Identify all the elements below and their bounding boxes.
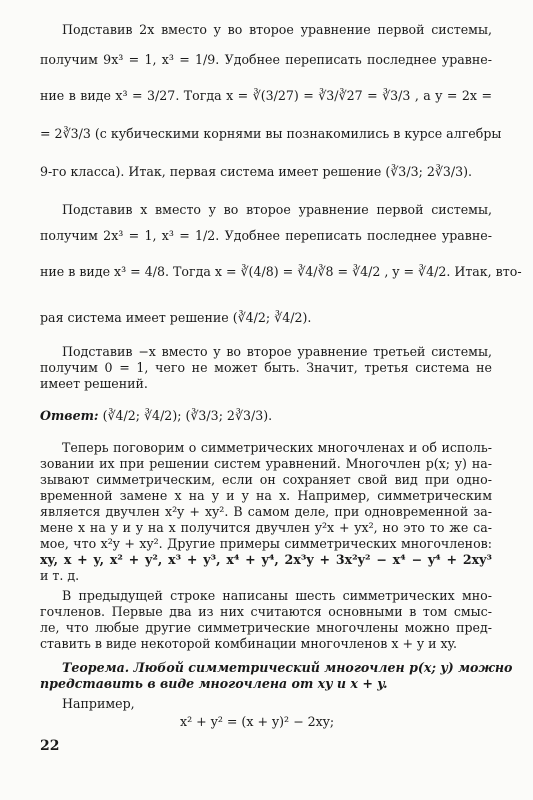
text-line: имеет решений. [40,376,148,391]
text-line: временной замене x на y и y на x. Например, симметрическим [40,488,492,503]
text-line: и т. д. [40,568,80,583]
text-line: ние в виде x³ = 4/8. Тогда x = ∛(4/8) = ∛4/∛8 = ∛4/2 , y = ∛4/2. Итак, вто- [40,264,522,279]
text-line: является двучлен x²y + xy². В самом деле, при одновременной за- [40,504,492,519]
text-line: гочленов. Первые два из них считаются основными в том смыс- [40,604,492,619]
text-line: зывают симметрическим, если он сохраняет свой вид при одно- [40,472,492,487]
text-line: мене x на y и y на x получится двучлен y²x + yx², но это то же са- [40,520,492,535]
text-line: Подставив x вместо y во второе уравнение первой системы, [62,202,492,217]
text-line: Теперь поговорим о симметрических многочленах и об исполь- [62,440,492,455]
text-line: ставить в виде некоторой комбинации многочленов x + y и xy. [40,636,458,651]
answer-label: Ответ: [40,408,99,423]
text-line: ние в виде x³ = 3/27. Тогда x = ∛(3/27) = ∛3/∛27 = ∛3/3 , а y = 2x = [40,88,492,103]
text-line: Например, [62,696,135,711]
theorem-line [62,660,513,676]
page-number: 22 [40,738,60,754]
answer-text: (∛4/2; ∛4/2); (∛3/3; 2∛3/3). [102,408,273,423]
text-line: Подставив −x вместо y во второе уравнение третьей системы, [62,344,492,359]
text-line: мое, что x²y + xy². Другие примеры симметрических многочленов: [40,536,492,551]
text-line: 9-го класса). Итак, первая система имеет решение (∛3/3; 2∛3/3). [40,164,473,179]
text-line: рая система имеет решение (∛4/2; ∛4/2). [40,310,312,325]
text-line: = 2∛3/3 (с кубическими корнями вы познакомились в курсе алгебры [40,126,502,141]
theorem-text: представить в виде многочлена от xy и x + y. [40,676,388,691]
theorem-line [40,676,492,692]
text-line: В предыдущей строке написаны шесть симметрических мно- [62,588,492,603]
text-line: ле, что любые другие симметрические многочлены можно пред- [40,620,492,635]
theorem-text: Теорема. Любой симметрический многочлен p(x; y) можно [62,660,513,675]
text-line: зовании их при решении систем уравнений. Многочлен p(x; y) на- [40,456,492,471]
answer-line [40,408,492,424]
text-line: Подставив 2x вместо y во второе уравнение первой системы, [62,22,492,37]
text-line: xy, x + y, x² + y², x³ + y³, x⁴ + y⁴, 2x³y + 3x²y² − x⁴ − y⁴ + 2xy³ [40,552,492,567]
text-line: получим 0 = 1, чего не может быть. Значит, третья система не [40,360,492,375]
text-line: получим 9x³ = 1, x³ = 1/9. Удобнее переписать последнее уравне- [40,52,492,67]
formula: x² + y² = (x + y)² − 2xy; [180,714,335,729]
text-line: получим 2x³ = 1, x³ = 1/2. Удобнее переписать последнее уравне- [40,228,492,243]
